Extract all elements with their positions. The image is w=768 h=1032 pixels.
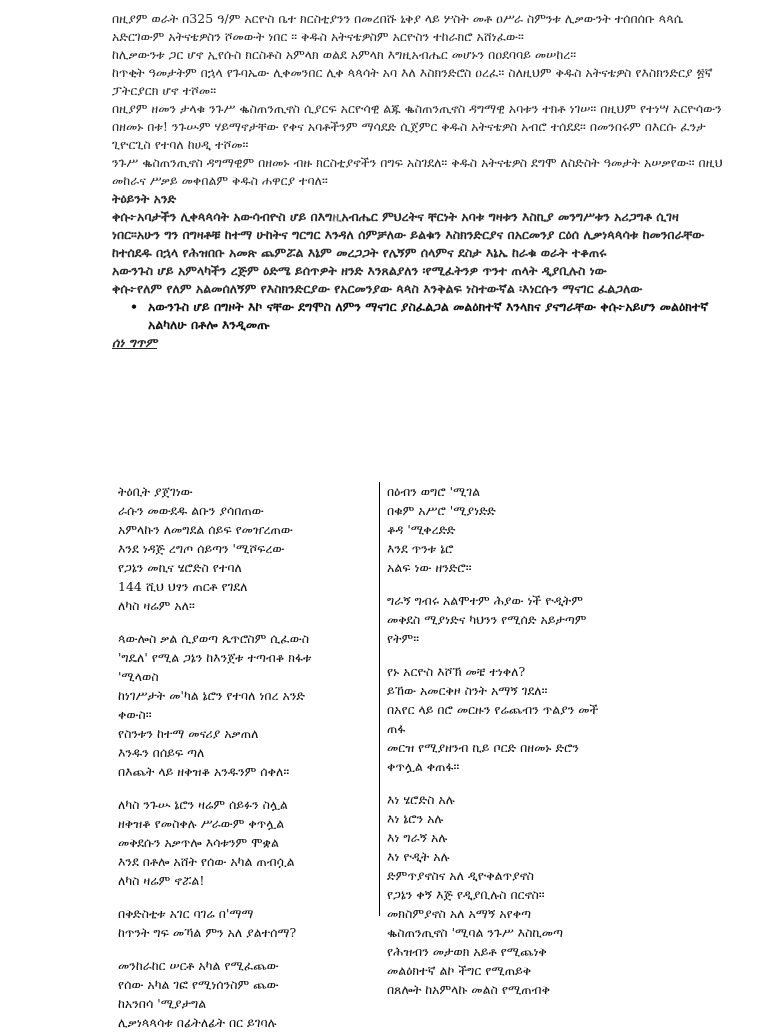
poem-line: እነ ዮዲት አሉ — [387, 849, 450, 864]
intro-section — [112, 10, 724, 190]
poem-line: አልፍ ነው ዘንድሮ። — [387, 560, 472, 575]
scene-section — [112, 190, 724, 352]
poem-line: እንደ በቶሎ አሸት የሰው አካል ጠብሷል — [118, 854, 295, 869]
poem-line: ቀጥሏል ቀጠፋ። — [387, 759, 460, 774]
poem-line: ለካስ ዛሬም ኖሯል! — [118, 873, 205, 888]
poem-line: የስንቱን ከተማ መናሪያ አቃጠለ — [118, 726, 259, 741]
poem-line: እነ ሄሮድስ አሉ — [387, 792, 455, 807]
poem-line: ከነገሥታት መ'ካል ኔሮን የተባለ ነበረ አንድ — [118, 688, 306, 703]
poem-line: ሊቃነጳጳሳቱ በፊትለፊት በር ይገባሉ — [118, 1015, 277, 1030]
intro-paragraph: ከሊቃውንቱ ጋር ሆኖ ኢየሱስ ክርስቶስ አምላክ ወልደ አምላክ እግዚአብሔር መሆኑን በዐደባባይ መሠከረ። — [112, 47, 577, 62]
poem-line: እንዱን በሰይፍ ጣለ — [118, 745, 205, 760]
poem-line: በዕብን ወግሮ 'ሚገል — [387, 484, 481, 499]
poem-line: የትም። — [387, 631, 420, 646]
stanza-gap — [118, 890, 388, 904]
poem-line: እነ ኔሮን አሉ — [387, 811, 444, 826]
intro-paragraph: በዚያም ዘመን ታላቁ ንጉሥ ቈስጠንጢኖስ ሲያርፍ አርዮሳዊ ልጁ ቈስጠንጢኖስ ዳግማዊ አባቱን ተክቶ ነገሠ። በዚህም የተነሣ አርዮሳውን በዘመኑ በቱ! ንጉሡም ሃይማኖታቸው የቀና አባቶችንም ማሳደድ ሲጀምር ቅዱስ አትናቴዎስ አብሮ ተሰደደ። በመንበሩም በእርሱ ፈንታ ጊዮርጊስ የተባለ ከሀዲ ተሾመ። — [112, 101, 722, 152]
poem-line: መርዝ የሚያዘንብ ኪይ ቦርድ በዘመኑ ድሮን — [387, 740, 579, 755]
poem-line: ዘቅዝቆ የመስቀሉ ሥራውም ቀጥሏል — [118, 816, 285, 831]
poem-line: የሕዝብን መታወክ አይቶ የሚጨነቅ — [387, 944, 547, 959]
poem-right-column — [387, 482, 657, 997]
poem-line: ለካስ ንጉሡ ኔሮን ዛሬም ሰይፉን ስሏል — [118, 797, 288, 812]
poem-line: ቆዳ 'ሚቀረድድ — [387, 522, 456, 537]
scene-paragraph: አውንጉስ ሆይ አምላካችን ረጅም ዕድሜ ይሰጥዎት ዘንድ እንጸልያለን ፡የሚፈትንዎ ጥንተ ጠላት ዲያቢሉስ ነው — [112, 263, 607, 278]
poem-line: ራሱን መውደዱ ልቡን ያሳበጠው — [118, 503, 264, 518]
poem-line: ትዕቢት ያጀገነው — [118, 484, 193, 499]
column-divider — [379, 482, 380, 916]
poem-line: በአየር ላይ በሮ መርዙን የሬጨብን ጥልያን መች — [387, 702, 599, 717]
stanza-gap — [387, 776, 657, 790]
scene-title: ትዕይንት አንድ — [112, 191, 177, 206]
poem-line: የጋኔን መኪና ሄሮድስ የተባለ — [118, 560, 242, 575]
poem-line: ቈስጠንጢኖስ 'ሚባል ንጉሥ እስኪመጣ — [387, 925, 563, 940]
stanza-gap — [387, 648, 657, 662]
poem-line: ከጥንት ግፍ መኻል ምን አለ ያልተሰማ? — [118, 925, 297, 940]
poem-line: 144 ሺህ ህፃን ጠርቶ የገደለ — [118, 579, 248, 594]
poem-line: መቅደሱን አቃጥሎ እሳቱንም ሞቋል — [118, 835, 279, 850]
bullet-item — [112, 298, 724, 334]
stanza-gap — [118, 781, 388, 795]
poem-line: 'ሚላወስ — [118, 669, 159, 684]
stanza-gap — [387, 577, 657, 591]
poem-line: መክስምያኖስ አለ አማኝ አየቀጣ — [387, 906, 531, 921]
bullet-text: አውንጉስ ሆይ በግዞት እኮ ናቸው ደግሞስ ለምን ማናገር ያስፈልጋል መልዕክተኛ እንላክና ያናግራቸው ቀሱ፦አይሆን መልዕክተኛ አልካለሁ በቶሎ እንዲመጡ — [148, 299, 709, 332]
poem-line: የሰው አካል ገፎ የሚነሰንስም ጨው — [118, 977, 279, 992]
stanza-gap — [118, 615, 388, 629]
poem-line: በጸሎት ከአምላኩ መልስ የሚጠብቅ — [387, 982, 551, 997]
stanza-gap — [118, 942, 388, 956]
intro-paragraph: በዚያም ወራት በ325 ዓ/ም አርዮስ ቤተ ክርስቲያንን በመረበሹ ኒቅያ ላይ ሦስት መቶ ዐሥራ ስምንቱ ሊቃውንት ተሰበሰቡ ጳጳሴ አድርገውም አትናቴዎስን ሾመውት ነበር ። ቅዱስ አትናቴዎስም አርዮስን ተከራክሮ አሸነፈው። — [112, 11, 684, 44]
poem-line: ድምጥያኖስና አለ ዲዮቅልጥያኖስ — [387, 868, 534, 883]
scene-paragraph: ቀሱ፦አባታችን ሊቀጳጳሳት አውሳብዮስ ሆይ በእግዚአብሔር ምህረትና ቸርነት አባቱ ግዛቱን እስኪያ መንግሥቱን አሪጋግቶ ሲገዛ ነበር።አሁን ግን በግዛቶቹ ከተማ ሁከትና ግርግር እንዳለ ሰምቻለው ይልቁን እስክንድርያና በአርመንያ ርዕሰ ሊቃነጳጳሳቱ ከመንበራቸው ከተሰደዱ በኋላ የሕዝበቡ አመጽ ጨምሯል እኔም መረጋጋት የሌኝም ሰላምና ደስታ እኔኤ ከራቁ ወራት ተቆጠሩ — [112, 209, 705, 260]
poem-line: እነ ግራኝ አሉ — [387, 830, 448, 845]
poem-line: 'ግዴለ' የሚል ጋኔን ከእንጀቱ ተጣብቆ ክፋቱ — [118, 650, 312, 665]
poem-line: ከአንበሳ 'ሚያታግል — [118, 996, 207, 1011]
poem-line: የጋኔን ቀኝ እጅ የዲያቢሉስ በርኖስ። — [387, 887, 545, 902]
intro-paragraph: ንጉሥ ቈስጠንጢኖስ ዳግማዊም በዘመኑ ብዙ ክርስቲያኖችን በግፍ አስገደለ። ቅዱስ አትናቴዎስ ደግሞ ለስድስት ዓመታት አሠቃየው። በዚህ መከራና ሥቃይ መቀበልም ቅዱስ ሐዋርያ ተባለ። — [112, 155, 723, 188]
poem-line: ጠፋ — [387, 721, 406, 736]
poem-line: ጳውሎስ ቃል ሲያወጣ ጴጥሮስም ሲፈውስ — [118, 631, 310, 646]
poem-line: መቅደስ ሚያነድና ካህንን የሚሰድ አይታጣም — [387, 612, 587, 627]
poem-line: አምላኩን ለመግደል ሰይፍ የመዠረጠው — [118, 522, 293, 537]
poem-line: ለካስ ዛሬም አለ። — [118, 598, 195, 613]
poem-table — [112, 482, 762, 1030]
poem-line: በእጨት ላይ ዘቅዝቆ አንዱንም ሰቀለ። — [118, 764, 290, 779]
poem-line: መልዕክተኛ ልኮ ችግር የሚጠይቅ — [387, 963, 532, 978]
intro-paragraph: ከጥቂት ዓመታትም በኋላ የጉባኤው ሊቀመንበር ሊቀ ጳጳሳት አባ እለ እስክንድሮስ ዐረፈ። ስለዚህም ቅዱስ አትናቴዎስ የእስክንድርያ ፳ኛ ፓትርያርክ ሆኖ ተሾመ። — [112, 65, 713, 98]
poem-line: በቁም አሥሮ 'ሚያነድድ — [387, 503, 496, 518]
poem-line: ቀውስ። — [118, 707, 152, 722]
poem-left-column — [112, 482, 388, 1030]
poem-heading: ሰነ ግጥም — [112, 335, 158, 350]
document-body — [112, 10, 724, 352]
bullet-icon: • — [130, 299, 138, 314]
poem-line: በቅድስቲቱ አገር ባገሬ በ'ማማ — [118, 906, 254, 921]
poem-line: እንደ ነዳጅ ረግጦ ሰይጣን 'ሚሾፍረው — [118, 541, 285, 556]
poem-line: የኑ አርዮስ እሾኽ መቼ ተነቀለ? — [387, 664, 526, 679]
poem-line: መንከራከር ሠርቶ አካል የሚፈጨው — [118, 958, 279, 973]
poem-line: ግራኝ ግብሩ አልሞተም ሕያው ነች ዮዲትም — [387, 593, 583, 608]
poem-line: እንደ ጥንቱ ኔሮ — [387, 541, 454, 556]
poem-line: ይኸው አመርቅዞ ስንት አማኝ ገደለ። — [387, 683, 548, 698]
scene-paragraph: ቀሱ፦የለም የለም አልመሰለኝም የእስክንድርያው የአርመንያው ጳጳስ እንቅልፍ ነስተውኛል ፡እነርሱን ማናገር ፈልጋለው — [112, 281, 643, 296]
